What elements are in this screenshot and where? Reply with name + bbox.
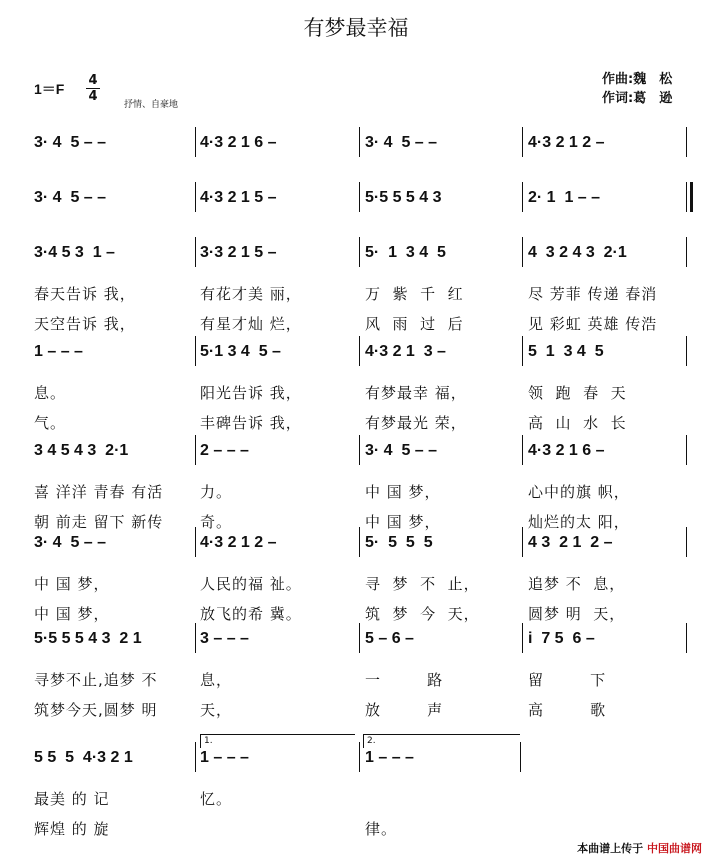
lyric-verse-2: 灿烂的太 阳， [528,513,630,531]
lyricist-credit: 作词:葛 逊 [602,91,673,106]
lyric-verse-1: 寻 梦 不 止， [365,575,480,593]
bar-line [686,182,687,212]
lyric-verse-1: 人民的福 祉。 [200,575,302,593]
time-signature-top: 4 [88,73,98,88]
lyric-verse-2: 中 国 梦， [365,513,441,531]
volta-bracket-1 [200,734,355,735]
bar-line [195,336,196,366]
bar-line [522,623,523,653]
lyric-verse-2: 高 山 水 长 [528,414,627,432]
lyric-verse-2: 圆梦 明 天， [528,605,626,623]
song-title: 有梦最幸福 [303,16,409,40]
bar-line [522,527,523,557]
measure-notes: 3· 4 5 – – [34,189,107,206]
lyric-verse-1: 忆。 [200,790,233,808]
measure-notes: 5 1 3 4 5 [528,343,604,360]
lyric-verse-1: 息， [200,671,233,689]
bar-line [522,237,523,267]
lyric-verse-1: 息。 [34,384,67,402]
lyric-verse-1: 有花才美 丽， [200,285,302,303]
measure-notes: 3·4 5 3 1 – [34,244,115,261]
lyric-verse-1: 一 路 [365,671,444,689]
measure-notes: 3 – – – [200,630,249,647]
lyric-verse-2: 律。 [365,820,398,838]
bar-line [359,435,360,465]
measure-notes: i 7 5 6 – [528,630,595,647]
measure-notes: 3 4 5 4 3 2·1 [34,442,129,459]
measure-notes: 3·3 2 1 5 – [200,244,277,261]
lyric-verse-2: 风 雨 过 后 [365,315,464,333]
bar-line [686,336,687,366]
measure-notes: 5 – 6 – [365,630,414,647]
bar-line [195,742,196,772]
lyric-verse-2: 放飞的希 冀。 [200,605,302,623]
source-credit [577,840,702,856]
lyric-verse-2: 天空告诉 我， [34,315,136,333]
bar-line [522,127,523,157]
lyric-verse-2: 天， [200,701,233,719]
measure-notes: 5·5 5 5 4 3 2 1 [34,630,142,647]
bar-line [195,182,196,212]
bar-line [195,127,196,157]
bar-line [686,127,687,157]
volta-bracket-2-left [363,734,364,748]
lyric-verse-2: 筑 梦 今 天， [365,605,480,623]
measure-notes: 5·1 3 4 5 – [200,343,281,360]
bar-line [686,237,687,267]
measure-notes: 1 – – – [34,343,83,360]
measure-notes: 5 5 5 4·3 2 1 [34,749,133,766]
measure-notes: 4·3 2 1 6 – [200,134,277,151]
final-bar-line [690,182,693,212]
end-bar-line [520,742,521,772]
lyric-verse-2: 奇。 [200,513,233,531]
lyric-verse-1: 领 跑 春 天 [528,384,627,402]
lyric-verse-1: 留 下 [528,671,607,689]
lyric-verse-1: 喜 洋洋 青春 有活 [34,483,164,501]
lyric-verse-1: 追梦 不 息， [528,575,626,593]
measure-notes: 4·3 2 1 5 – [200,189,277,206]
bar-line [686,623,687,653]
time-signature [86,73,100,104]
bar-line [195,237,196,267]
measure-notes: 1 – – – [200,749,249,766]
volta-label-1: 1. [204,736,213,746]
bar-line [359,623,360,653]
bar-line [522,435,523,465]
measure-notes: 1 – – – [365,749,414,766]
bar-line [359,182,360,212]
bar-line [359,527,360,557]
source-site: 中国曲谱网 [647,842,702,855]
source-prefix: 本曲谱上传于 [577,842,644,855]
volta-bracket-1-left [200,734,201,748]
bar-line [522,182,523,212]
measure-notes: 4·3 2 1 2 – [528,134,605,151]
lyric-verse-1: 力。 [200,483,233,501]
measure-notes: 4 3 2 4 3 2·1 [528,244,627,261]
lyric-verse-2: 朝 前走 留下 新传 [34,513,164,531]
measure-notes: 4·3 2 1 3 – [365,343,446,360]
measure-notes: 4·3 2 1 2 – [200,534,277,551]
volta-label-2: 2. [367,736,376,746]
measure-notes: 3· 4 5 – – [365,442,438,459]
measure-notes: 3· 4 5 – – [365,134,438,151]
lyric-verse-2: 放 声 [365,701,444,719]
measure-notes: 5·5 5 5 4 3 [365,189,442,206]
measure-notes: 5· 5 5 5 [365,534,433,551]
lyric-verse-2: 筑梦今天,圆梦 明 [34,701,158,719]
lyric-verse-1: 中 国 梦， [34,575,110,593]
lyric-verse-2: 辉煌 的 旋 [34,820,110,838]
lyric-verse-1: 万 紫 千 红 [365,285,464,303]
lyric-verse-1: 中 国 梦， [365,483,441,501]
key-signature: 1＝F [34,81,65,97]
measure-notes: 4·3 2 1 6 – [528,442,605,459]
volta-bracket-2 [363,734,520,735]
bar-line [359,237,360,267]
lyric-verse-1: 心中的旗 帜， [528,483,630,501]
lyric-verse-2: 高 歌 [528,701,607,719]
lyric-verse-2: 有梦最光 荣， [365,414,467,432]
lyric-verse-2: 有星才灿 烂， [200,315,302,333]
bar-line [359,336,360,366]
lyric-verse-2: 见 彩虹 英雄 传浩 [528,315,658,333]
measure-notes: 2 – – – [200,442,249,459]
lyric-verse-1: 有梦最幸 福， [365,384,467,402]
lyric-verse-1: 阳光告诉 我， [200,384,302,402]
bar-line [359,742,360,772]
measure-notes: 2· 1 1 – – [528,189,601,206]
bar-line [195,435,196,465]
lyric-verse-2: 气。 [34,414,67,432]
composer-credit: 作曲:魏 松 [602,72,673,87]
lyric-verse-1: 最美 的 记 [34,790,110,808]
expression-mark: 抒情、自豪地 [124,100,179,110]
bar-line [359,127,360,157]
lyric-verse-2: 丰碑告诉 我， [200,414,302,432]
measure-notes: 3· 4 5 – – [34,134,107,151]
bar-line [522,336,523,366]
bar-line [686,527,687,557]
bar-line [195,527,196,557]
lyric-verse-1: 尽 芳菲 传递 春消 [528,285,658,303]
time-signature-bottom: 4 [86,88,100,104]
bar-line [686,435,687,465]
lyric-verse-2: 中 国 梦， [34,605,110,623]
measure-notes: 5· 1 3 4 5 [365,244,446,261]
lyric-verse-1: 春天告诉 我， [34,285,136,303]
measure-notes: 4 3 2 1 2 – [528,534,613,551]
lyric-verse-1: 寻梦不止,追梦 不 [34,671,158,689]
measure-notes: 3· 4 5 – – [34,534,107,551]
bar-line [195,623,196,653]
